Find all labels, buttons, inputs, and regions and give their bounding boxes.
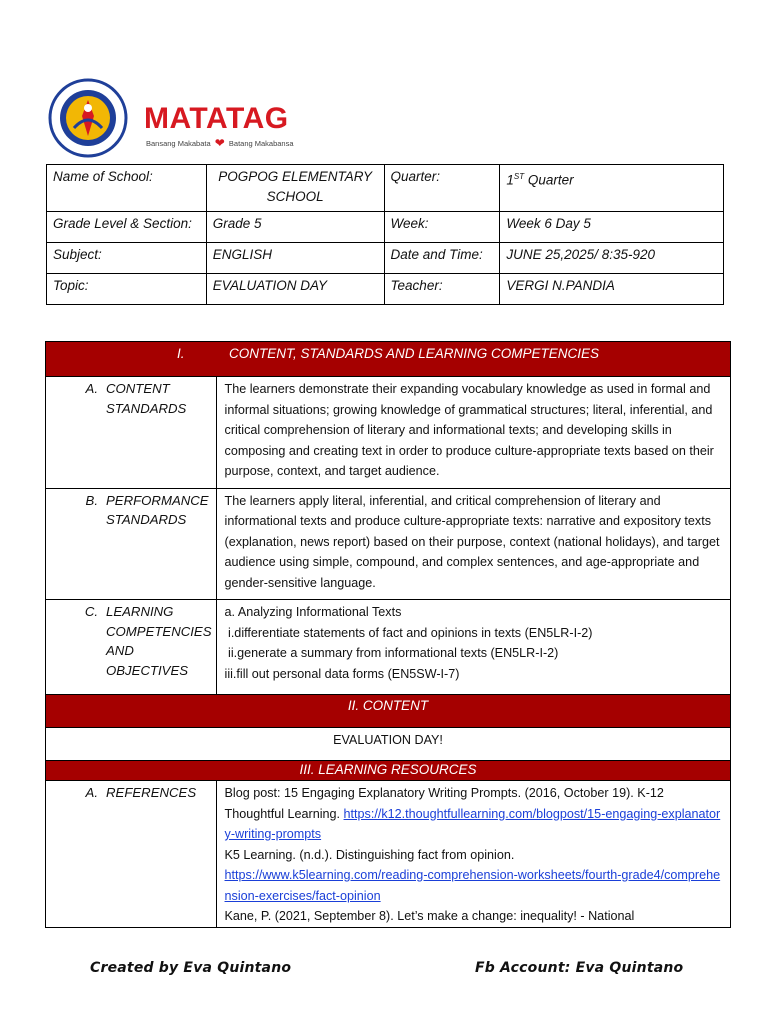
quarter-word: Quarter xyxy=(524,172,574,188)
tagline-right: Batang Makabansa xyxy=(228,139,294,148)
reference-3-text: Kane, P. (2021, September 8). Let’s make a change: inequality! - National xyxy=(224,909,635,923)
table-row xyxy=(46,488,731,600)
tagline-left: Bansang Makabata xyxy=(146,139,211,148)
content-text: EVALUATION DAY! xyxy=(46,728,731,761)
lesson-info-table xyxy=(46,164,724,305)
list-item: i.differentiate statements of fact and opinions in texts (EN5LR-I-2) xyxy=(224,625,593,640)
competencies-letter: C. xyxy=(84,604,98,619)
table-row xyxy=(46,781,731,928)
competencies-label xyxy=(46,600,217,695)
performance-label: PERFORMANCE STANDARDS xyxy=(106,492,209,527)
section2-header: II. CONTENT xyxy=(46,695,731,728)
quarter-label: Quarter: xyxy=(384,165,500,212)
lesson-plan-table xyxy=(45,341,731,928)
deped-seal-icon xyxy=(48,78,128,158)
teacher-value: VERGI N.PANDIA xyxy=(500,274,724,305)
week-value: Week 6 Day 5 xyxy=(500,212,724,243)
topic-value: EVALUATION DAY xyxy=(206,274,384,305)
list-item: ii.generate a summary from informational texts (EN5LR-I-2) xyxy=(224,646,559,660)
subject-label: Subject: xyxy=(47,243,207,274)
brand-name: MATATAG xyxy=(144,102,289,135)
date-label: Date and Time: xyxy=(384,243,500,274)
subject-value: ENGLISH xyxy=(206,243,384,274)
content-label: CONTENT STANDARDS xyxy=(106,381,187,416)
references-list xyxy=(216,781,730,928)
performance-standards-text: The learners apply literal, inferential, and critical comprehension of literary and informational texts and produce culture-appropriate texts: narrative and expository texts (explanation, news report) based on their purpose, context (national holidays), and target audience using simple, compound, and complex sentences, and age-appropriate and gender-sensitive language. xyxy=(216,488,730,600)
content-letter: A. xyxy=(85,381,98,396)
date-value: JUNE 25,2025/ 8:35-920 xyxy=(500,243,724,274)
table-row xyxy=(46,377,731,489)
matatag-logo xyxy=(48,78,298,158)
section1-number: I. xyxy=(176,346,185,361)
table-row xyxy=(46,728,731,761)
reference-2-link[interactable]: https://www.k5learning.com/reading-comprehension-worksheets/fourth-grade4/comprehension-exercises/fact-opinion xyxy=(224,868,721,903)
reference-2-text: K5 Learning. (n.d.). Distinguishing fact from opinion. xyxy=(224,847,515,862)
teacher-label: Teacher: xyxy=(384,274,500,305)
section1-title: CONTENT, STANDARDS AND LEARNING COMPETENCIES xyxy=(228,346,600,361)
content-standards-text: The learners demonstrate their expanding vocabulary knowledge as used in formal and informal situations; growing knowledge of grammatical structures; literal, inferential, and critical comprehension of literary and informational texts; and developing skills in composing and creating text in order to produce culture-appropriate texts based on their purpose, context, and target audience. xyxy=(216,377,730,489)
section3-header: III. LEARNING RESOURCES xyxy=(46,761,731,781)
references-label-text: REFERENCES xyxy=(106,785,197,800)
grade-label: Grade Level & Section: xyxy=(47,212,207,243)
topic-label: Topic: xyxy=(47,274,207,305)
section-header-row xyxy=(46,342,731,377)
footer-created-by: Created by Eva Quintano xyxy=(90,960,292,976)
table-row xyxy=(47,274,724,305)
brand-tagline xyxy=(146,136,294,150)
table-row xyxy=(47,165,724,212)
list-item: a. Analyzing Informational Texts xyxy=(224,605,402,619)
table-row xyxy=(46,600,731,695)
quarter-suffix: ST xyxy=(513,172,525,181)
section-header-row xyxy=(46,695,731,728)
table-row xyxy=(47,212,724,243)
week-label: Week: xyxy=(384,212,500,243)
list-item: iii.fill out personal data forms (EN5SW-I-7) xyxy=(224,666,460,681)
references-letter: A. xyxy=(85,785,98,800)
school-label: Name of School: xyxy=(47,165,207,212)
reference-1-text: Blog post: 15 Engaging Explanatory Writing Prompts. (2016, October 19). K-12 Thoughtful Learning. xyxy=(224,786,664,821)
performance-standards-label xyxy=(46,488,217,600)
footer-fb-account: Fb Account: Eva Quintano xyxy=(475,960,684,976)
performance-letter: B. xyxy=(85,492,98,508)
table-row xyxy=(47,243,724,274)
competencies-label-text: LEARNING COMPETENCIES AND OBJECTIVES xyxy=(106,604,212,678)
grade-value: Grade 5 xyxy=(206,212,384,243)
references-label xyxy=(46,781,217,928)
reference-1-link[interactable]: https://k12.thoughtfullearning.com/blogpost/15-engaging-explanatory-writing-prompts xyxy=(224,806,721,841)
section-header-row xyxy=(46,761,731,781)
quarter-value xyxy=(500,165,724,212)
heart-icon: ❤ xyxy=(214,136,225,150)
school-value: POGPOG ELEMENTARY SCHOOL xyxy=(206,165,384,212)
competencies-list xyxy=(216,600,730,695)
quarter-number: 1 xyxy=(506,172,514,188)
content-standards-label xyxy=(46,377,217,489)
section1-header xyxy=(46,342,731,377)
